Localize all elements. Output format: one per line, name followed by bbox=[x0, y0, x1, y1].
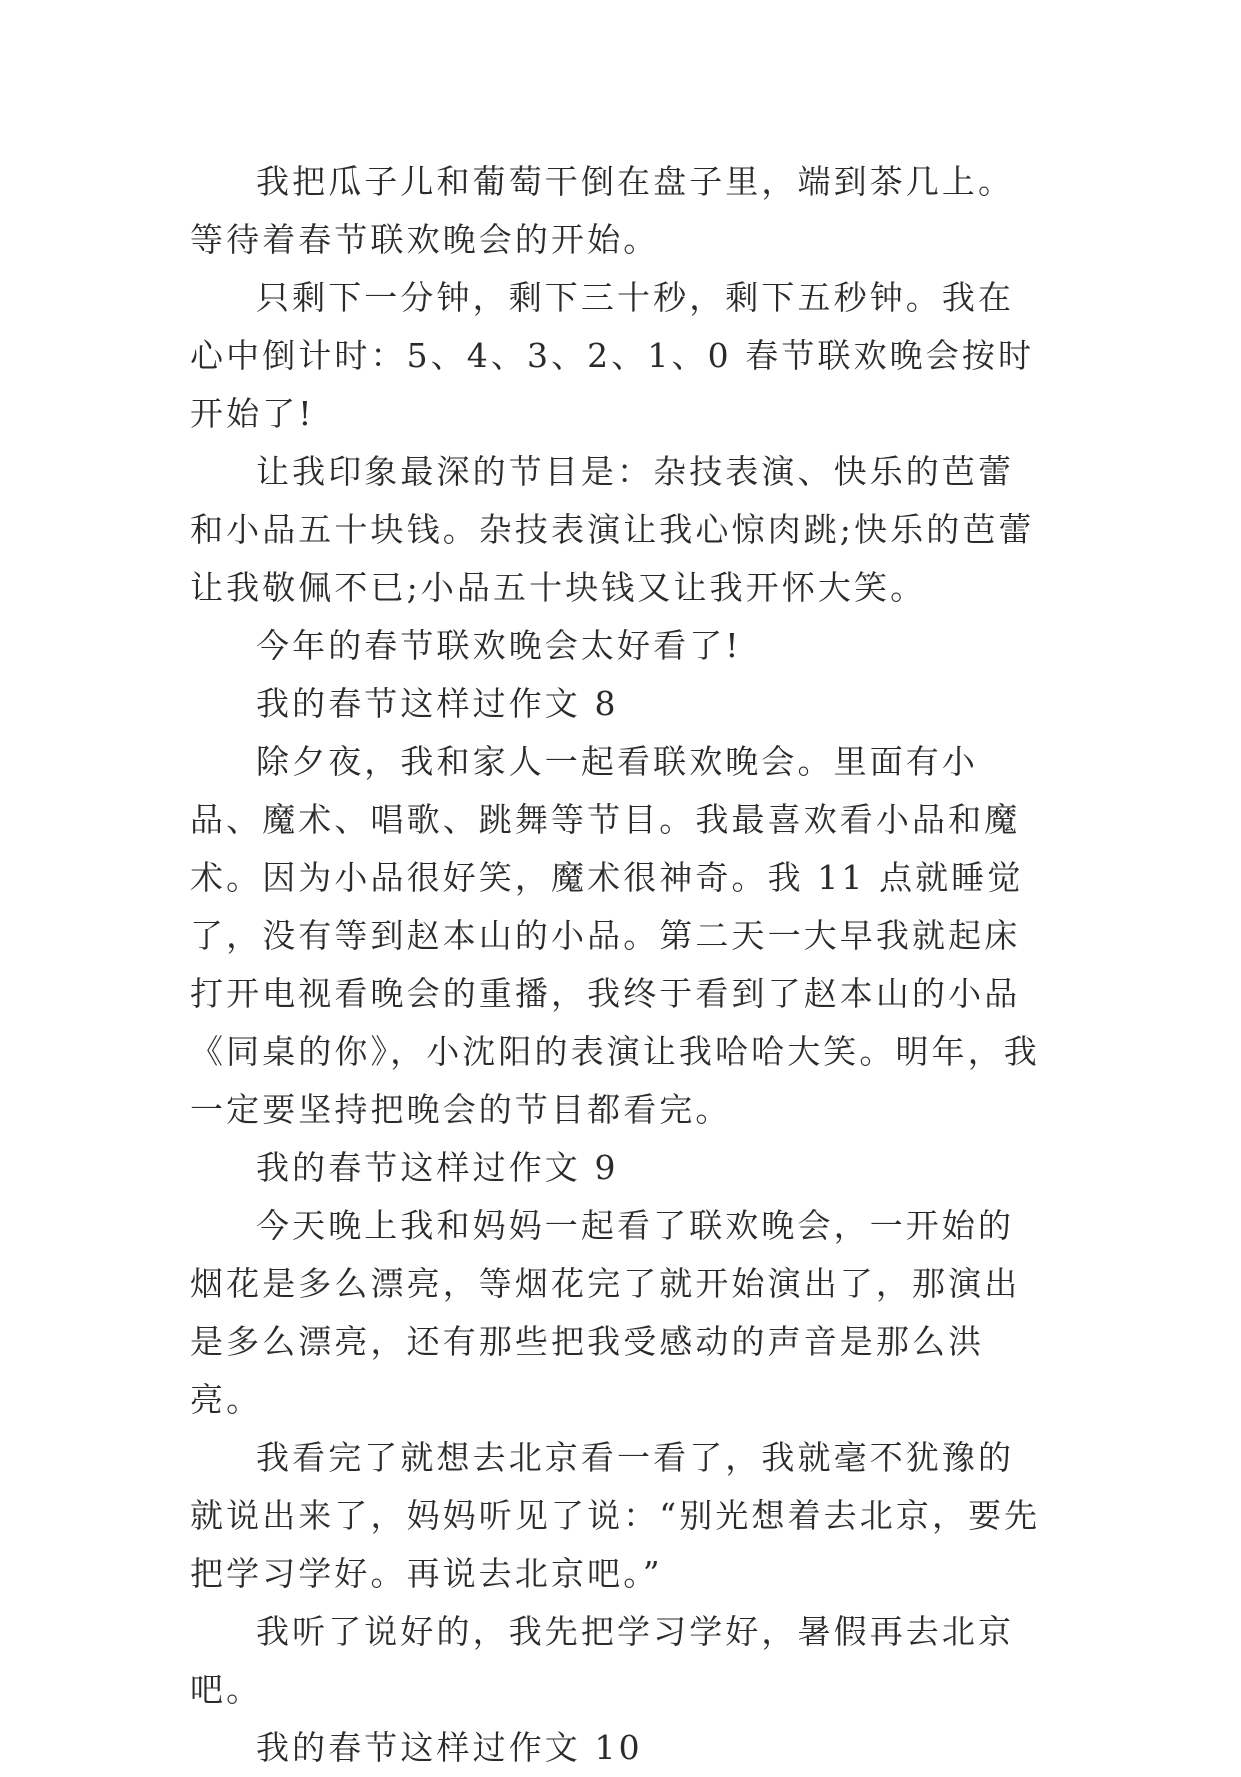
paragraph: 除夕夜，我和家人一起看联欢晚会。里面有小品、魔术、唱歌、跳舞等节目。我最喜欢看小品和魔术。因为小品很好笑，魔术很神奇。我 11 点就睡觉了，没有等到赵本山的小品。第二天一大早我就起床打开电视看晚会的重播，我终于看到了赵本山的小品《同桌的你》，小沈阳的表演让我哈哈大笑。明年，我一定要坚持把晚会的节目都看完。 bbox=[190, 742, 1040, 1129]
paragraph: 让我印象最深的节目是：杂技表演、快乐的芭蕾和小品五十块钱。杂技表演让我心惊肉跳;快乐的芭蕾让我敬佩不已;小品五十块钱又让我开怀大笑。 bbox=[190, 452, 1035, 607]
section-heading: 我的春节这样过作文 9 bbox=[256, 1148, 619, 1187]
section-heading: 我的春节这样过作文 10 bbox=[256, 1728, 643, 1767]
document-body bbox=[190, 153, 1050, 1777]
paragraph: 今天晚上我和妈妈一起看了联欢晚会，一开始的烟花是多么漂亮，等烟花完了就开始演出了，那演出是多么漂亮，还有那些把我受感动的声音是那么洪亮。 bbox=[190, 1206, 1021, 1419]
section-heading: 我的春节这样过作文 8 bbox=[256, 684, 619, 723]
paragraph: 我看完了就想去北京看一看了，我就毫不犹豫的就说出来了，妈妈听见了说：“别光想着去北京，要先把学习学好。再说去北京吧。” bbox=[190, 1438, 1041, 1593]
paragraph: 今年的春节联欢晚会太好看了! bbox=[256, 626, 742, 665]
paragraph: 我听了说好的，我先把学习学好，暑假再去北京吧。 bbox=[190, 1612, 1015, 1709]
paragraph: 只剩下一分钟，剩下三十秒，剩下五秒钟。我在心中倒计时：5、4、3、2、1、0 春节联欢晚会按时开始了! bbox=[190, 278, 1035, 433]
paragraph: 我把瓜子儿和葡萄干倒在盘子里，端到茶几上。等待着春节联欢晚会的开始。 bbox=[190, 162, 1015, 259]
